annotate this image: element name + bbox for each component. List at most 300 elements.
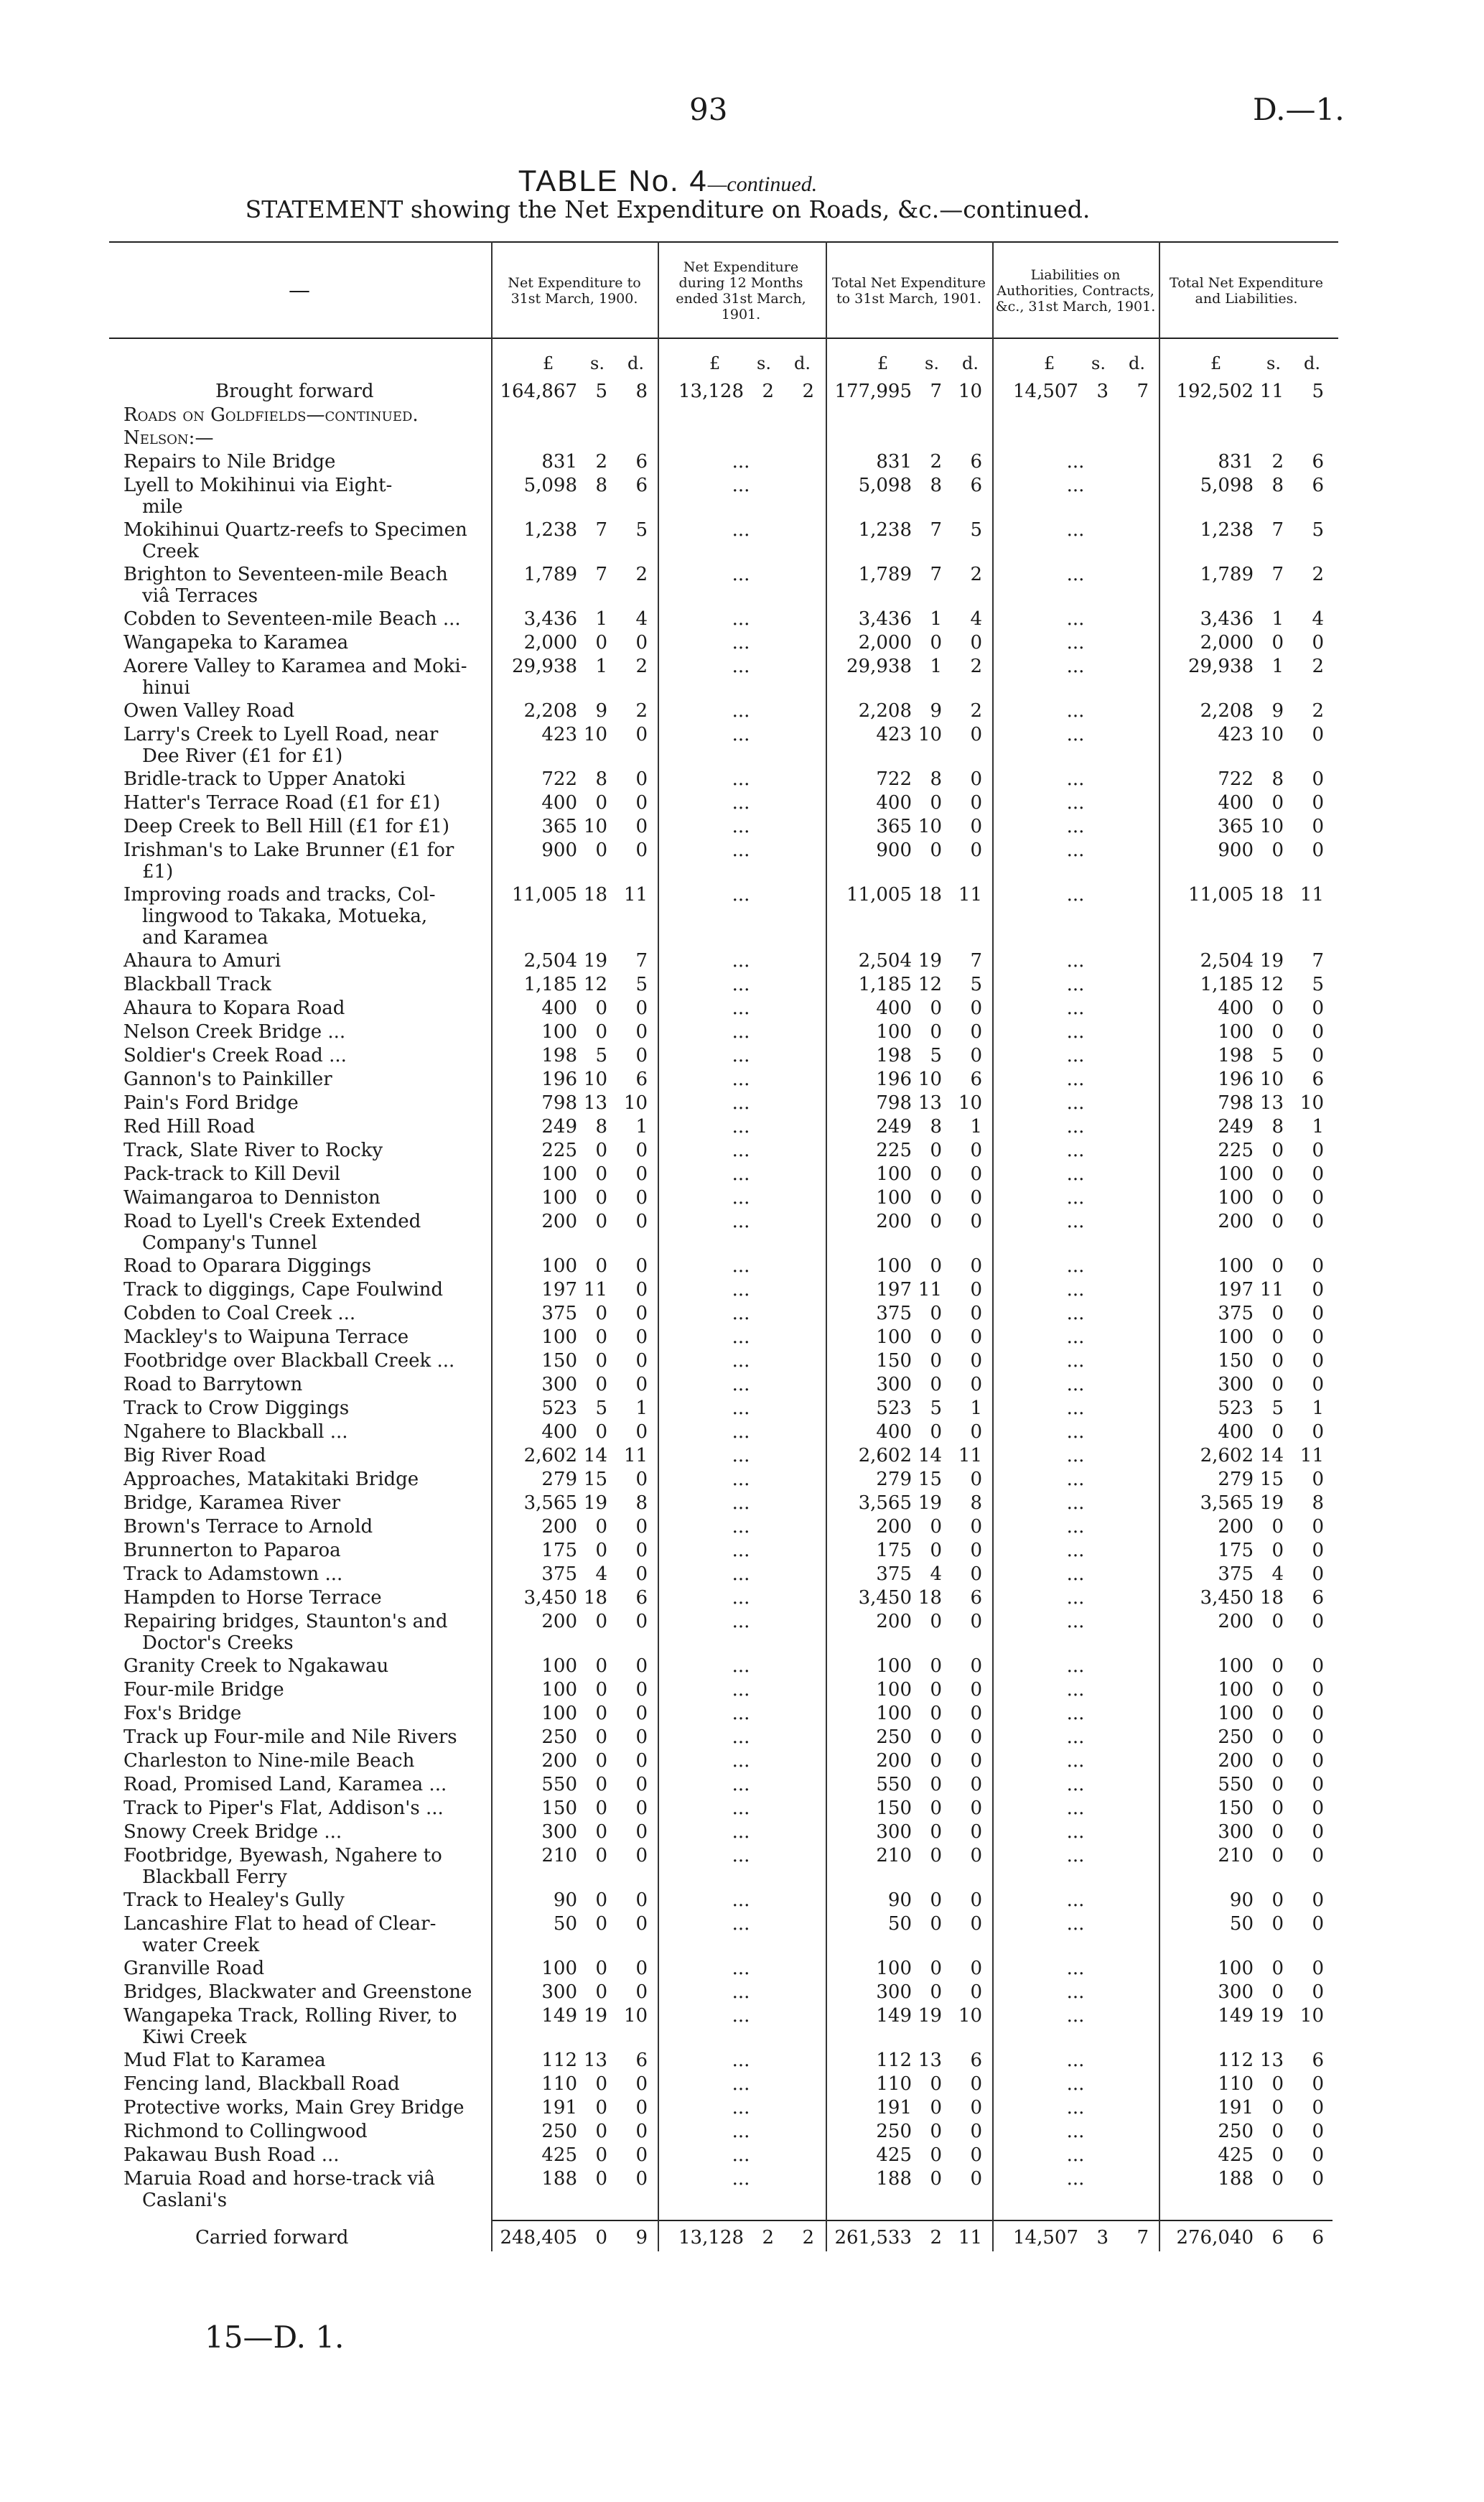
amount-pence: 2 (1312, 656, 1324, 677)
ditto-dots: ... (732, 564, 750, 585)
amount-pence: 0 (635, 816, 648, 837)
amount-shillings: 8 (1271, 1116, 1284, 1138)
table-row (0, 700, 1484, 723)
amount-pounds: 196 (876, 1069, 912, 1090)
amount-pence: 0 (635, 792, 648, 814)
amount-pounds: 300 (876, 1821, 912, 1843)
amount-shillings: 6 (1271, 2227, 1284, 2248)
amount-pounds: 3,565 (1200, 1492, 1254, 1514)
amount-pence: 0 (970, 1350, 982, 1372)
amount-shillings: 4 (595, 1563, 607, 1585)
amount-shillings: 0 (595, 1374, 607, 1395)
amount-pence: 0 (1312, 1540, 1324, 1561)
amount-shillings: 11 (1259, 381, 1284, 402)
amount-pounds: 100 (876, 1021, 912, 1043)
row-description: Track to diggings, Cape Foulwind (123, 1279, 444, 1301)
ditto-dots: ... (1066, 608, 1085, 630)
amount-shillings: 5 (595, 381, 607, 402)
amount-pounds: 250 (1218, 1726, 1254, 1748)
amount-shillings: 0 (930, 1726, 942, 1748)
unit-pound: £ (543, 353, 554, 373)
amount-shillings: 18 (918, 884, 942, 906)
amount-shillings: 0 (1271, 997, 1284, 1019)
row-description: Track to Healey's Gully (123, 1889, 345, 1911)
ditto-dots: ... (732, 1326, 750, 1348)
row-description: Waimangaroa to Denniston (123, 1187, 381, 1209)
amount-pence: 0 (635, 1516, 648, 1538)
amount-pounds: 210 (541, 1845, 577, 1866)
amount-shillings: 19 (918, 950, 942, 972)
amount-shillings: 0 (595, 1421, 607, 1443)
amount-shillings: 19 (918, 2005, 942, 2027)
amount-pounds: 175 (876, 1540, 912, 1561)
amount-pence: 1 (1312, 1116, 1324, 1138)
ditto-dots: ... (732, 1821, 750, 1843)
ditto-dots: ... (732, 1374, 750, 1395)
amount-pounds: 900 (1218, 840, 1254, 861)
amount-pence: 1 (970, 1116, 982, 1138)
brought-forward-row (0, 381, 1484, 404)
amount-pounds: 110 (876, 2073, 912, 2095)
row-description: Approaches, Matakitaki Bridge (123, 1469, 419, 1490)
ditto-dots: ... (1066, 2005, 1085, 2027)
amount-pounds: 300 (1218, 1981, 1254, 2003)
ditto-dots: ... (732, 1611, 750, 1632)
row-description-continued: Dee River (£1 for £1) (142, 745, 343, 767)
unit-shilling: s. (1266, 353, 1281, 373)
amount-shillings: 14 (918, 1445, 942, 1466)
amount-shillings: 7 (930, 519, 942, 541)
amount-pence: 0 (635, 1021, 648, 1043)
amount-pence: 8 (635, 381, 648, 402)
row-description: Blackball Track (123, 974, 271, 995)
row-description: Richmond to Collingwood (123, 2121, 368, 2142)
amount-pounds: 423 (1218, 724, 1254, 745)
amount-pence: 10 (958, 1092, 982, 1114)
amount-shillings: 8 (1271, 768, 1284, 790)
column-divider (491, 241, 493, 2251)
amount-pence: 1 (635, 1398, 648, 1419)
amount-pence: 0 (635, 1774, 648, 1795)
amount-pounds: 400 (876, 997, 912, 1019)
amount-pence: 11 (623, 1445, 648, 1466)
ditto-dots: ... (1066, 1981, 1085, 2003)
amount-pounds: 191 (1218, 2097, 1254, 2119)
amount-pounds: 1,238 (523, 519, 577, 541)
amount-pence: 0 (970, 1374, 982, 1395)
amount-pence: 0 (970, 1889, 982, 1911)
ditto-dots: ... (1066, 1021, 1085, 1043)
row-description: Bridle-track to Upper Anatoki (123, 768, 406, 790)
row-description: Soldier's Creek Road ... (123, 1045, 347, 1066)
amount-pence: 0 (970, 1421, 982, 1443)
amount-pence: 0 (970, 1021, 982, 1043)
row-description: Charleston to Nine-mile Beach (123, 1750, 415, 1772)
amount-shillings: 12 (918, 974, 942, 995)
ditto-dots: ... (732, 608, 750, 630)
amount-pounds: 300 (876, 1374, 912, 1395)
amount-pounds: 3,436 (523, 608, 577, 630)
ditto-dots: ... (1066, 1750, 1085, 1772)
amount-pounds: 197 (541, 1279, 577, 1301)
amount-pounds: 110 (1218, 2073, 1254, 2095)
amount-pounds: 300 (1218, 1374, 1254, 1395)
ditto-dots: ... (1066, 1398, 1085, 1419)
table-row (0, 997, 1484, 1020)
ditto-dots: ... (1066, 1845, 1085, 1866)
ditto-dots: ... (732, 656, 750, 677)
amount-pounds: 261,533 (834, 2227, 912, 2248)
amount-pence: 0 (1312, 816, 1324, 837)
table-row (0, 1187, 1484, 1210)
amount-pence: 0 (970, 768, 982, 790)
amount-pence: 2 (635, 700, 648, 722)
amount-pence: 7 (1137, 381, 1149, 402)
amount-pence: 0 (970, 1211, 982, 1232)
amount-pence: 0 (1312, 1726, 1324, 1748)
table-row (0, 519, 1484, 562)
amount-pence: 4 (635, 608, 648, 630)
row-description: Cobden to Seventeen-mile Beach ... (123, 608, 461, 630)
row-description: Footbridge over Blackball Creek ... (123, 1350, 455, 1372)
amount-pence: 0 (970, 632, 982, 654)
ditto-dots: ... (732, 1889, 750, 1911)
amount-pence: 0 (1312, 1750, 1324, 1772)
amount-shillings: 0 (930, 2073, 942, 2095)
amount-pence: 0 (635, 840, 648, 861)
amount-pounds: 100 (876, 1958, 912, 1979)
amount-pence: 0 (635, 1563, 648, 1585)
row-description-continued: Company's Tunnel (142, 1232, 317, 1254)
amount-pounds: 722 (1218, 768, 1254, 790)
table-row (0, 1140, 1484, 1163)
amount-shillings: 10 (1259, 816, 1284, 837)
amount-pence: 0 (970, 724, 982, 745)
amount-shillings: 5 (595, 1398, 607, 1419)
table-row (0, 768, 1484, 791)
subsection-heading: Nelson:— (123, 427, 214, 449)
amount-shillings: 19 (1259, 950, 1284, 972)
amount-shillings: 0 (1271, 1913, 1284, 1935)
amount-pounds: 400 (1218, 997, 1254, 1019)
table-row (0, 1350, 1484, 1373)
amount-pence: 0 (970, 1255, 982, 1277)
amount-shillings: 10 (583, 1069, 607, 1090)
amount-shillings: 0 (930, 1374, 942, 1395)
ditto-dots: ... (732, 1540, 750, 1561)
ditto-dots: ... (732, 2121, 750, 2142)
amount-shillings: 9 (930, 700, 942, 722)
amount-pounds: 375 (541, 1303, 577, 1324)
amount-pence: 5 (635, 974, 648, 995)
amount-pounds: 225 (541, 1140, 577, 1161)
amount-shillings: 13 (918, 1092, 942, 1114)
amount-pence: 0 (1312, 1611, 1324, 1632)
row-description: Irishman's to Lake Brunner (£1 for (123, 840, 454, 861)
amount-pounds: 191 (876, 2097, 912, 2119)
amount-pounds: 177,995 (834, 381, 912, 402)
amount-shillings: 0 (595, 1540, 607, 1561)
table-row (0, 2144, 1484, 2167)
amount-pence: 5 (1312, 974, 1324, 995)
amount-shillings: 5 (595, 1045, 607, 1066)
amount-shillings: 0 (1271, 1821, 1284, 1843)
amount-pence: 6 (1312, 2227, 1324, 2248)
amount-shillings: 0 (1271, 1516, 1284, 1538)
table-row (0, 1069, 1484, 1092)
amount-pence: 0 (635, 632, 648, 654)
ditto-dots: ... (732, 1563, 750, 1585)
table-row (0, 1279, 1484, 1302)
ditto-dots: ... (1066, 451, 1085, 473)
amount-pence: 2 (802, 2227, 814, 2248)
amount-pounds: 50 (553, 1913, 577, 1935)
ditto-dots: ... (1066, 632, 1085, 654)
amount-pence: 0 (1312, 1516, 1324, 1538)
amount-shillings: 0 (595, 1889, 607, 1911)
row-description: Improving roads and tracks, Col- (123, 884, 436, 906)
row-description-continued: Blackball Ferry (142, 1866, 287, 1888)
amount-pence: 6 (970, 1069, 982, 1090)
document-reference: D.—1. (1253, 92, 1345, 127)
amount-pounds: 2,000 (858, 632, 912, 654)
amount-pounds: 200 (1218, 1516, 1254, 1538)
row-description: Maruia Road and horse-track viâ (123, 2168, 435, 2190)
amount-shillings: 0 (930, 1703, 942, 1724)
ditto-dots: ... (1066, 1116, 1085, 1138)
table-row (0, 884, 1484, 949)
row-description: Big River Road (123, 1445, 266, 1466)
row-description: Pakawau Bush Road ... (123, 2144, 340, 2166)
amount-pence: 0 (970, 1540, 982, 1561)
amount-shillings: 0 (595, 2121, 607, 2142)
amount-pence: 0 (1312, 1350, 1324, 1372)
amount-shillings: 13 (583, 2050, 607, 2071)
row-description: Ahaura to Kopara Road (123, 997, 345, 1019)
amount-pence: 1 (1312, 1398, 1324, 1419)
table-row (0, 1163, 1484, 1186)
amount-shillings: 0 (595, 1255, 607, 1277)
amount-pence: 7 (1137, 2227, 1149, 2248)
amount-pounds: 2,208 (1200, 700, 1254, 722)
ditto-dots: ... (1066, 1211, 1085, 1232)
amount-pounds: 3,436 (858, 608, 912, 630)
amount-pounds: 100 (541, 1655, 577, 1677)
amount-pence: 6 (1312, 475, 1324, 496)
amount-pounds: 200 (541, 1611, 577, 1632)
row-description: Hampden to Horse Terrace (123, 1587, 382, 1609)
amount-shillings: 5 (1271, 1398, 1284, 1419)
amount-shillings: 7 (930, 381, 942, 402)
amount-pence: 8 (635, 1492, 648, 1514)
amount-pence: 0 (635, 1703, 648, 1724)
amount-pounds: 3,565 (523, 1492, 577, 1514)
amount-pence: 6 (970, 475, 982, 496)
ditto-dots: ... (732, 2050, 750, 2071)
ditto-dots: ... (732, 1140, 750, 1161)
ditto-dots: ... (1066, 724, 1085, 745)
ditto-dots: ... (732, 2073, 750, 2095)
row-description: Deep Creek to Bell Hill (£1 for £1) (123, 816, 449, 837)
amount-shillings: 0 (930, 1798, 942, 1819)
amount-pounds: 100 (1218, 1958, 1254, 1979)
amount-shillings: 0 (930, 1255, 942, 1277)
unit-pound: £ (1210, 353, 1222, 373)
unit-pound: £ (877, 353, 889, 373)
ditto-dots: ... (732, 1798, 750, 1819)
table-row (0, 1587, 1484, 1610)
table-row (0, 1821, 1484, 1844)
table-row (0, 1492, 1484, 1515)
table-row (0, 1303, 1484, 1326)
ditto-dots: ... (732, 840, 750, 861)
amount-pence: 5 (635, 519, 648, 541)
amount-pence: 0 (970, 1821, 982, 1843)
amount-pounds: 13,128 (678, 2227, 744, 2248)
amount-pence: 8 (970, 1492, 982, 1514)
amount-pence: 6 (970, 2050, 982, 2071)
table-row (0, 451, 1484, 474)
amount-pounds: 110 (541, 2073, 577, 2095)
ditto-dots: ... (1066, 1326, 1085, 1348)
ditto-dots: ... (1066, 816, 1085, 837)
amount-pounds: 722 (876, 768, 912, 790)
amount-pounds: 523 (876, 1398, 912, 1419)
amount-pounds: 100 (1218, 1703, 1254, 1724)
amount-pence: 6 (635, 1587, 648, 1609)
amount-pounds: 191 (541, 2097, 577, 2119)
amount-pence: 6 (1312, 1587, 1324, 1609)
row-description: Mackley's to Waipuna Terrace (123, 1326, 409, 1348)
amount-pounds: 197 (1218, 1279, 1254, 1301)
amount-pounds: 1,789 (523, 564, 577, 585)
amount-pence: 0 (635, 1045, 648, 1066)
row-description: Hatter's Terrace Road (£1 for £1) (123, 792, 441, 814)
ditto-dots: ... (1066, 1958, 1085, 1979)
row-description: Bridges, Blackwater and Greenstone (123, 1981, 472, 2003)
ditto-dots: ... (732, 974, 750, 995)
ditto-dots: ... (732, 1092, 750, 1114)
amount-shillings: 0 (1271, 1303, 1284, 1324)
amount-pence: 0 (1312, 1211, 1324, 1232)
column-header-expenditure-1900: Net Expenditure to 31st March, 1900. (508, 275, 641, 307)
amount-pence: 1 (635, 1116, 648, 1138)
amount-pence: 6 (635, 1069, 648, 1090)
amount-pence: 0 (970, 1303, 982, 1324)
amount-pounds: 5,098 (1200, 475, 1254, 496)
amount-shillings: 0 (595, 840, 607, 861)
ditto-dots: ... (1066, 2168, 1085, 2190)
carried-forward-rule (493, 2220, 1333, 2221)
amount-shillings: 18 (1259, 884, 1284, 906)
table-row (0, 2073, 1484, 2096)
brought-forward-label: Brought forward (215, 381, 374, 402)
table-row (0, 840, 1484, 883)
amount-pence: 0 (1312, 1655, 1324, 1677)
amount-pounds: 210 (1218, 1845, 1254, 1866)
amount-pounds: 150 (541, 1798, 577, 1819)
amount-pounds: 100 (876, 1187, 912, 1209)
ditto-dots: ... (732, 2097, 750, 2119)
amount-pence: 0 (635, 997, 648, 1019)
ditto-dots: ... (1066, 1913, 1085, 1935)
amount-pounds: 365 (1218, 816, 1254, 837)
amount-pence: 0 (970, 816, 982, 837)
row-description: Pain's Ford Bridge (123, 1092, 299, 1114)
amount-shillings: 8 (930, 768, 942, 790)
ditto-dots: ... (732, 1255, 750, 1277)
ditto-dots: ... (732, 950, 750, 972)
amount-pounds: 400 (1218, 792, 1254, 814)
ditto-dots: ... (1066, 1679, 1085, 1701)
amount-pence: 0 (970, 1469, 982, 1490)
amount-pence: 2 (970, 700, 982, 722)
ditto-dots: ... (732, 519, 750, 541)
ditto-dots: ... (732, 1045, 750, 1066)
amount-shillings: 1 (595, 608, 607, 630)
amount-shillings: 0 (1271, 1726, 1284, 1748)
ditto-dots: ... (732, 1492, 750, 1514)
ditto-dots: ... (1066, 564, 1085, 585)
amount-pounds: 250 (876, 1726, 912, 1748)
row-description: Bridge, Karamea River (123, 1492, 341, 1514)
amount-shillings: 0 (930, 1981, 942, 2003)
amount-shillings: 8 (930, 475, 942, 496)
amount-pounds: 400 (541, 997, 577, 1019)
amount-pounds: 5,098 (858, 475, 912, 496)
ditto-dots: ... (1066, 2144, 1085, 2166)
amount-shillings: 0 (595, 1303, 607, 1324)
amount-pence: 0 (635, 1187, 648, 1209)
amount-pounds: 225 (1218, 1140, 1254, 1161)
amount-pounds: 1,789 (858, 564, 912, 585)
ditto-dots: ... (1066, 2121, 1085, 2142)
amount-pence: 0 (1312, 997, 1324, 1019)
amount-pounds: 150 (541, 1350, 577, 1372)
amount-pounds: 100 (1218, 1021, 1254, 1043)
table-row (0, 1374, 1484, 1397)
table-row (0, 1750, 1484, 1773)
amount-shillings: 4 (1271, 1563, 1284, 1585)
amount-shillings: 7 (930, 564, 942, 585)
amount-shillings: 1 (595, 656, 607, 677)
header-bottom-rule (109, 338, 1338, 339)
amount-pence: 0 (1312, 1140, 1324, 1161)
amount-pounds: 831 (541, 451, 577, 473)
ditto-dots: ... (1066, 1821, 1085, 1843)
amount-pence: 11 (1299, 1445, 1324, 1466)
column-header-liabilities: Liabilities on Authorities, Contracts, &c., 31st March, 1901. (995, 267, 1156, 315)
row-description: Aorere Valley to Karamea and Moki- (123, 656, 467, 677)
amount-pounds: 196 (1218, 1069, 1254, 1090)
table-row (0, 950, 1484, 973)
amount-pence: 0 (1312, 1021, 1324, 1043)
column-divider (826, 241, 827, 2251)
row-description-continued: £1) (142, 861, 174, 883)
amount-shillings: 0 (1271, 2073, 1284, 2095)
unit-pence: d. (1304, 353, 1320, 373)
amount-pence: 0 (635, 1303, 648, 1324)
ditto-dots: ... (1066, 840, 1085, 861)
amount-pence: 11 (958, 884, 982, 906)
ditto-dots: ... (732, 2144, 750, 2166)
amount-pounds: 400 (541, 792, 577, 814)
amount-pounds: 249 (876, 1116, 912, 1138)
unit-pence: d. (1129, 353, 1145, 373)
ditto-dots: ... (732, 1116, 750, 1138)
table-row (0, 1255, 1484, 1278)
ditto-dots: ... (732, 997, 750, 1019)
